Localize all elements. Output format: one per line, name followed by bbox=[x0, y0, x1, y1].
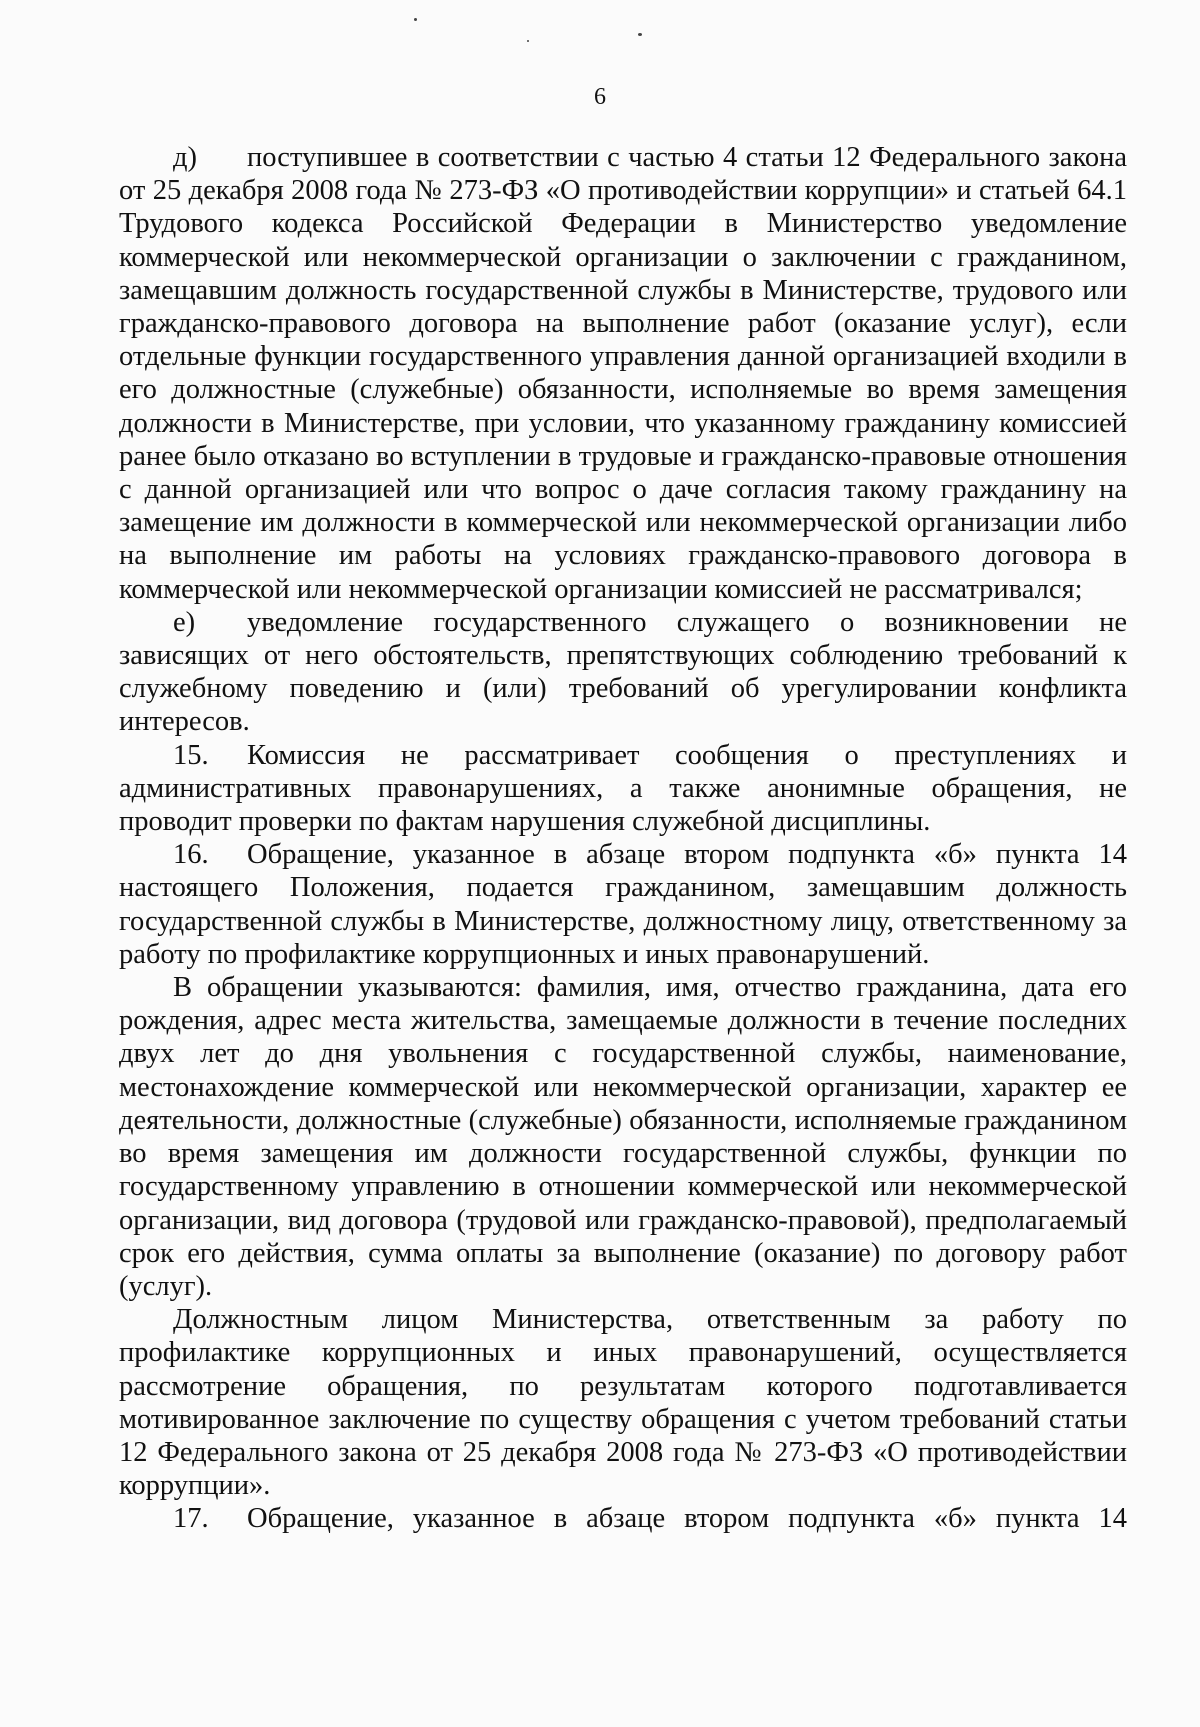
document-body bbox=[119, 141, 1127, 1536]
paragraph-16-review bbox=[119, 1303, 1127, 1502]
item-marker: е) bbox=[173, 606, 196, 638]
item-marker: 16. bbox=[173, 839, 209, 871]
page-number: 6 bbox=[594, 84, 606, 110]
scan-speck bbox=[638, 33, 642, 36]
scan-speck bbox=[527, 40, 529, 42]
paragraph-text: Комиссия не рассматривает сообщения о преступлениях и административных правонарушениях, а также анонимные обращения, не проводит проверки по фактам нарушения служебной дисциплины. bbox=[119, 739, 1127, 838]
paragraph-16 bbox=[119, 838, 1127, 971]
paragraph-16-contents bbox=[119, 971, 1127, 1303]
paragraph-text: Должностным лицом Министерства, ответственным за работу по профилактике коррупционных и иных правонарушений, осуществляется рассмотрение обращения, по результатам которого подготавливается мотивированное заключение по существу обращения с учетом требований статьи 12 Федерального закона от 25 декабря 2008 года № 273-ФЗ «О противодействии коррупции». bbox=[119, 1304, 1127, 1502]
paragraph-text: Обращение, указанное в абзаце втором подпункта «б» пункта 14 настоящего Положения, подается гражданином, замещавшим должность государственной службы в Министерстве, должностному лицу, ответственному за работу по профилактике коррупционных и иных правонарушений. bbox=[119, 839, 1127, 970]
paragraph-17 bbox=[119, 1502, 1127, 1535]
item-marker: д) bbox=[173, 142, 197, 173]
paragraph-text: Обращение, указанное в абзаце втором подпункта «б» пункта 14 bbox=[247, 1503, 1127, 1535]
paragraph-text: В обращении указываются: фамилия, имя, отчество гражданина, дата его рождения, адрес места жительства, замещаемые должности в течение последних двух лет до дня увольнения с государственной службы, наименование, местонахождение коммерческой или некоммерческой организации, характер ее деятельности, должностные (служебные) обязанности, исполняемые гражданином во время замещения им должности государственной службы, функции по государственному управлению в отношении коммерческой или некоммерческой организации, вид договора (трудовой или гражданско-правовой), предполагаемый срок его действия, сумма оплаты за выполнение (оказание) по договору работ (услуг). bbox=[119, 972, 1127, 1302]
item-marker: 15. bbox=[173, 739, 209, 771]
paragraph-e bbox=[119, 606, 1127, 739]
paragraph-d bbox=[119, 141, 1127, 606]
paragraph-15 bbox=[119, 739, 1127, 839]
paragraph-text: поступившее в соответствии с частью 4 статьи 12 Федерального закона от 25 декабря 2008 года № 273-ФЗ «О противодействии коррупции» и статьей 64.1 Трудового кодекса Российской Федерации в Министерство уведомление коммерческой или некоммерческой организации о заключении с гражданином, замещавшим должность государственной службы в Министерстве, трудового или гражданско-правового договора на выполнение работ (оказание услуг), если отдельные функции государственного управления данной организацией входили в его должностные (служебные) обязанности, исполняемые во время замещения должности в Министерстве, при условии, что указанному гражданину комиссией ранее было отказано во вступлении в трудовые и гражданско-правовые отношения с данной организацией или что вопрос о даче согласия такому гражданину на замещение им должности в коммерческой или некоммерческой организации либо на выполнение им работы на условиях гражданско-правового договора в коммерческой или некоммерческой организации комиссией не рассматривался; bbox=[119, 142, 1127, 605]
scan-speck bbox=[414, 18, 417, 21]
paragraph-text: уведомление государственного служащего о возникновении не зависящих от него обстоятельств, препятствующих соблюдению требований к служебному поведению и (или) требований об урегулировании конфликта интересов. bbox=[119, 606, 1127, 738]
item-marker: 17. bbox=[173, 1503, 209, 1535]
